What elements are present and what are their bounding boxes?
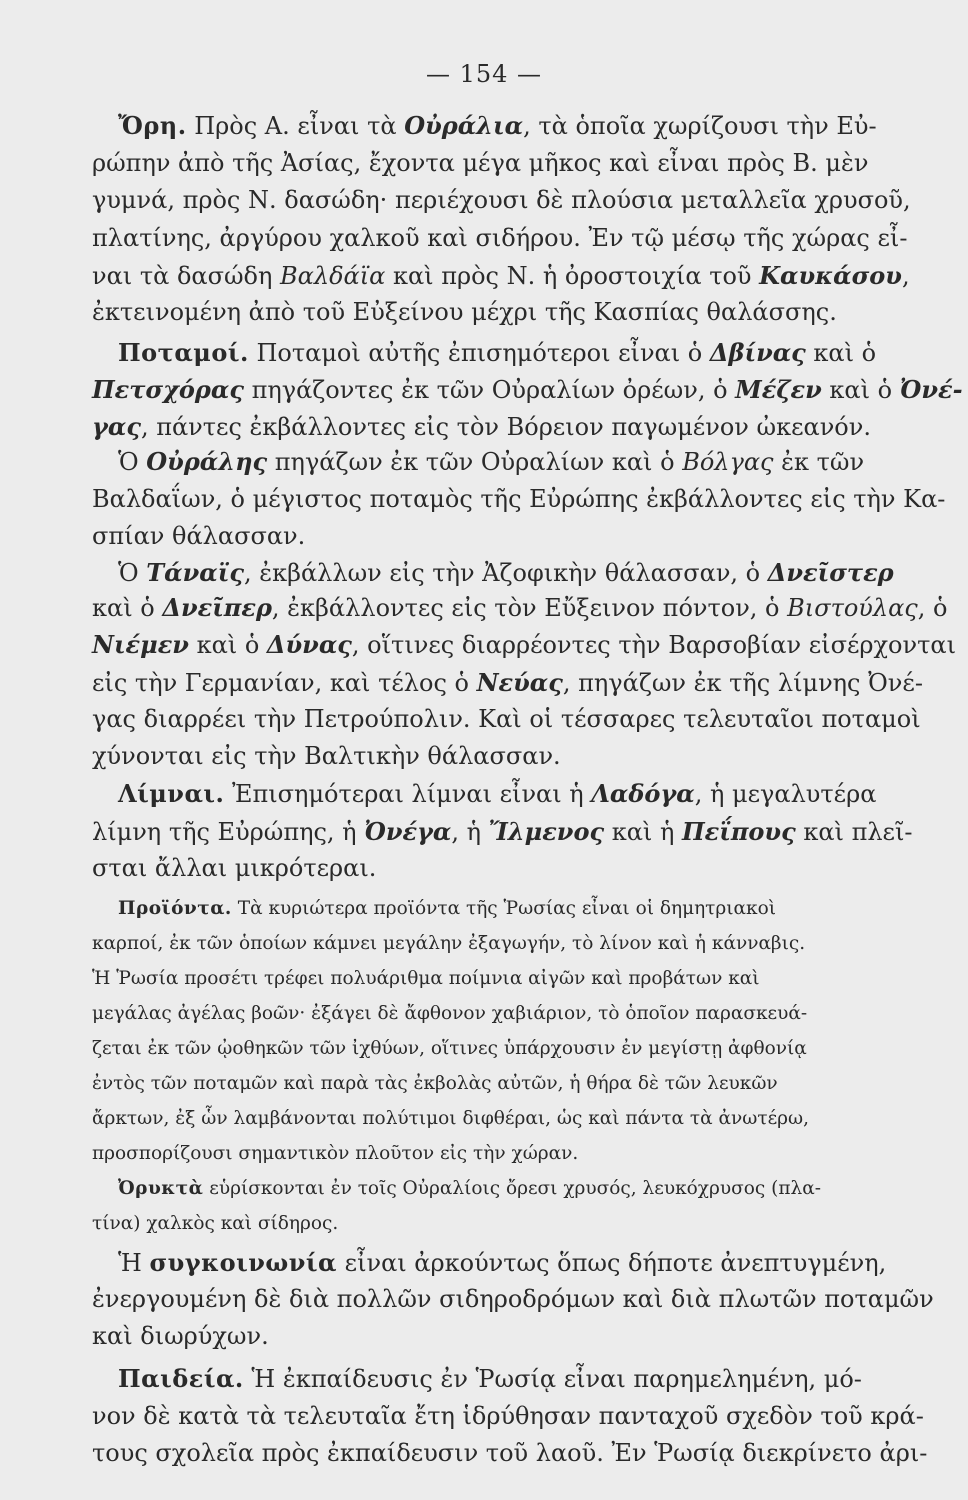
text-run: , τὰ ὁποῖα χωρίζουσι τὴν Εὐ- [523,112,877,140]
text-line [92,1001,904,1027]
text-run: Ἴλμενος [488,817,605,846]
text-run: μεγάλας ἀγέλας βοῶν· ἐξάγει δὲ ἄφθονον χαβιάριον, τὸ ὁποῖον παρασκευά- [92,1003,808,1024]
text-line [92,484,946,514]
text-line [92,593,948,623]
text-line [118,447,904,477]
section-heading: Προϊόντα. [118,898,232,919]
text-run: ναι τὰ δασώδη [92,262,281,290]
text-run: γας [92,412,141,441]
text-run: ρώπην ἀπὸ τῆς Ἀσίας, ἔχοντα μέγα μῆκος καὶ εἶναι πρὸς Β. μὲν [92,149,869,177]
text-line [92,1106,904,1132]
text-line [92,966,904,992]
text-run: Βόλγας [682,448,774,476]
text-run: Τάναϊς [146,558,244,587]
text-run: γυμνά, πρὸς Ν. δασώδη· περιέχουσι δὲ πλούσια μεταλλεῖα χρυσοῦ, [92,186,911,214]
text-line [92,1321,904,1351]
text-run: Ὁ [118,559,147,587]
text-run: καὶ ὁ [805,339,877,367]
section-heading: Ὄρη. [118,111,187,140]
text-run: Δνεῖπερ [162,593,272,622]
text-run: Πρὸς Α. εἶναι τὰ [186,112,405,140]
text-run: ἄρκτων, ἐξ ὧν λαμβάνονται πολύτιμοι διφθέραι, ὡς καὶ πάντα τὰ ἀνωτέρω, [92,1108,810,1129]
text-line [118,779,904,809]
text-run: Οὐράλια [404,111,524,140]
text-run: τίνα) χαλκὸς καὶ σίδηρος. [92,1213,339,1234]
text-line [92,375,963,405]
text-run: Λαδόγα [591,779,695,808]
text-run: λίμνη τῆς Εὐρώπης, ἡ [92,818,365,846]
text-run: Βαλδάϊα [280,262,386,290]
text-run: , ἡ [451,818,489,846]
text-run: καὶ ὁ [92,594,163,622]
text-run: καὶ ὁ [188,631,267,659]
text-line [92,185,911,215]
text-line [92,704,921,734]
text-line [92,521,904,551]
text-run: , ἐκβάλλοντες εἰς τὸν Εὔξεινον πόντον, ὁ [271,594,788,622]
text-run: Ἡ [118,1249,150,1277]
text-run: Ἡ ἐκπαίδευσις ἐν Ῥωσίᾳ εἶναι παρημελημένη, μό- [243,1365,862,1393]
text-run: ζεται ἐκ τῶν ᾠοθηκῶν τῶν ἰχθύων, οἵτινες ὑπάρχουσιν ἐν μεγίστῃ ἀφθονίᾳ [92,1038,807,1059]
text-run: Νιέμεν [92,630,189,659]
text-run: , ἐκβάλλων εἰς τὴν Ἀζοφικὴν θάλασσαν, ὁ [243,559,768,587]
text-line [92,297,904,327]
section-heading: Ὀρυκτὰ [118,1178,204,1199]
text-run: πλατίνης, ἀργύρου χαλκοῦ καὶ σιδήρου. Ἐν τῷ μέσῳ τῆς χώρας εἶ- [92,224,908,252]
text-line [92,1438,928,1468]
text-run: Βαλδαΐων, ὁ μέγιστος ποταμὸς τῆς Εὐρώπης ἐκβάλλοντες εἰς τὴν Κα- [92,485,946,513]
text-run: Οὐράλης [146,447,268,476]
text-line [92,1211,904,1237]
text-run: Ὀνέγα [364,817,452,846]
text-line [92,1036,904,1062]
text-run: νον δὲ κατὰ τὰ τελευταῖα ἔτη ἱδρύθησαν πανταχοῦ σχεδὸν τοῦ κρά- [92,1402,924,1430]
text-line [92,817,913,847]
text-line [92,931,904,957]
text-line [92,1141,904,1167]
text-run: πηγάζων ἐκ τῶν Οὐραλίων καὶ ὁ [267,448,683,476]
text-run: εὑρίσκονται ἐν τοῖς Οὐραλίοις ὄρεσι χρυσός, λευκόχρυσος (πλα- [203,1178,821,1199]
text-run: καὶ ἡ [604,818,682,846]
text-run: καὶ πρὸς Ν. ἡ ὀροστοιχία τοῦ [385,262,760,290]
text-line [92,412,904,442]
text-run: σπίαν θάλασσαν. [92,522,306,550]
text-run: χύνονται εἰς τὴν Βαλτικὴν θάλασσαν. [92,742,561,770]
text-run: τους σχολεῖα πρὸς ἐκπαίδευσιν τοῦ λαοῦ. Ἐν Ῥωσίᾳ διεκρίνετο ἀρι- [92,1439,928,1467]
text-run: Μέζεν [735,375,822,404]
text-run: καὶ πλεῖ- [795,818,913,846]
text-run: Νεύας [476,668,563,697]
text-line [118,558,904,588]
text-line [118,1248,904,1278]
text-run: ἐκ τῶν [773,448,865,476]
text-line [118,896,904,922]
text-run: Ὀνέ- [899,375,963,404]
text-run: προσπορίζουσι σημαντικὸν πλοῦτον εἰς τὴν χώραν. [92,1143,579,1164]
section-heading: Ποταμοί. [118,338,249,367]
text-run: Ἐπισημότεραι λίμναι εἶναι ἡ [224,780,592,808]
text-line [92,261,910,291]
text-run: , πάντες ἐκβάλλοντες εἰς τὸν Βόρειον παγωμένον ὠκεανόν. [140,413,871,441]
text-run: Δύνας [266,630,352,659]
text-run: Καυκάσου [759,261,902,290]
text-run: Ποταμοὶ αὐτῆς ἐπισημότεροι εἶναι ὁ [248,339,710,367]
text-run: εἰς τὴν Γερμανίαν, καὶ τέλος ὁ [92,669,477,697]
text-run: καὶ ὁ [821,376,900,404]
text-run: Δνεῖστερ [767,558,894,587]
text-run: Ἡ Ῥωσία προσέτι τρέφει πολυάριθμα ποίμνια αἰγῶν καὶ προβάτων καὶ [92,968,760,989]
text-run: , πηγάζων ἐκ τῆς λίμνης Ὀνέ- [562,669,923,697]
text-line [92,668,923,698]
text-run: Ὁ [118,448,147,476]
text-run: Τὰ κυριώτερα προϊόντα τῆς Ῥωσίας εἶναι οἱ δημητριακοὶ [231,898,776,919]
text-run: Πετσχόρας [92,375,244,404]
text-run: Πεΐπους [681,817,796,846]
text-run: καὶ διωρύχων. [92,1322,269,1350]
text-line [92,853,904,883]
text-line [92,1284,934,1314]
text-line [118,338,904,368]
text-run: , οἵτινες διαρρέοντες τὴν Βαρσοβίαν εἰσέρχονται [351,631,956,659]
text-line [118,1176,904,1202]
text-run: , [901,262,910,290]
text-run: σται ἄλλαι μικρότεραι. [92,854,377,882]
text-line [118,1364,904,1394]
text-run: ἐκτεινομένη ἀπὸ τοῦ Εὐξείνου μέχρι τῆς Κασπίας θαλάσσης. [92,298,837,326]
text-line [92,741,904,771]
text-run: γας διαρρέει τὴν Πετρούπολιν. Καὶ οἱ τέσσαρες τελευταῖοι ποταμοὶ [92,705,921,733]
text-run: , ἡ μεγαλυτέρα [694,780,877,808]
section-heading: Παιδεία. [118,1364,244,1393]
text-run: Βιστούλας [787,594,918,622]
text-run: Δβίνας [709,338,806,367]
text-run: εἶναι ἀρκούντως ὅπως δήποτε ἀνεπτυγμένη, [337,1249,887,1277]
text-run: ἐνεργουμένη δὲ διὰ πολλῶν σιδηροδρόμων καὶ διὰ πλωτῶν ποταμῶν [92,1285,934,1313]
text-line [92,148,904,178]
text-run: καρποί, ἐκ τῶν ὁποίων κάμνει μεγάλην ἐξαγωγήν, τὸ λίνον καὶ ἡ κάνναβις. [92,933,806,954]
text-line [92,1071,904,1097]
text-line [92,630,956,660]
page-number: — 154 — [425,60,543,88]
text-line [92,223,908,253]
text-line [92,1401,924,1431]
text-run: , ὁ [917,594,948,622]
text-line [118,111,904,141]
section-heading: συγκοινωνία [149,1248,337,1277]
text-run: πηγάζοντες ἐκ τῶν Οὐραλίων ὀρέων, ὁ [243,376,736,404]
text-run: ἐντὸς τῶν ποταμῶν καὶ παρὰ τὰς ἐκβολὰς αὐτῶν, ἡ θήρα δὲ τῶν λευκῶν [92,1073,778,1094]
section-heading: Λίμναι. [118,779,225,808]
